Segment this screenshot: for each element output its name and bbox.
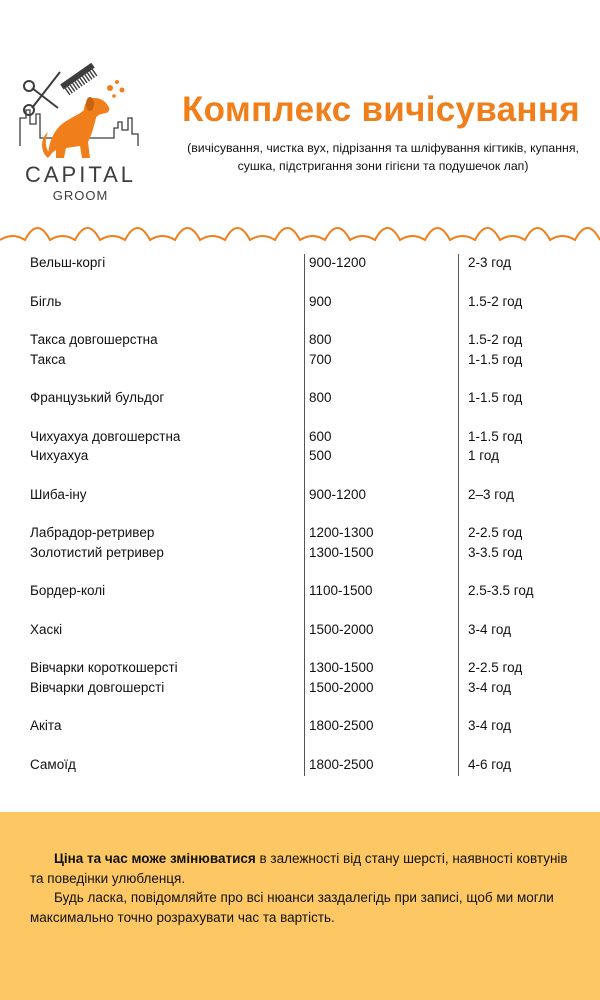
breed-name: Лабрадор-ретривер <box>30 525 155 540</box>
logo-illustration <box>18 58 143 168</box>
breed-name: Такса <box>30 351 66 367</box>
breed-name: Золотистий ретривер <box>30 544 164 560</box>
note-text: в залежності від стану шерсті, наявності ковтунів та поведінки улюбленця. <box>30 851 568 886</box>
breed-name: Такса довгошерстна <box>30 332 158 347</box>
breed-name: Бордер-колі <box>30 583 106 598</box>
scissors-icon <box>24 72 60 115</box>
time-value: 1 год <box>468 448 499 463</box>
logo-wordmark: CAPITAL <box>24 162 137 187</box>
logo-subtitle: GROOM <box>52 188 109 203</box>
price-value: 900-1200 <box>309 486 367 502</box>
logo <box>18 58 143 208</box>
price-value: 500 <box>309 448 332 463</box>
wave-divider <box>0 210 600 250</box>
page-subtitle: (вичісування, чистка вух, підрізання та шліфування кігтиків, купання, сушка, підстригання зони гігієни та подушечок лап) <box>187 141 579 173</box>
comb-icon <box>60 63 99 96</box>
table-row <box>0 620 600 640</box>
price-value: 1500-2000 <box>309 621 374 637</box>
time-value: 2.5-3.5 год <box>468 583 534 598</box>
table-row <box>0 485 600 505</box>
table-row <box>0 350 600 370</box>
price-value: 1300-1500 <box>309 544 374 560</box>
table-row <box>0 388 600 408</box>
breed-name: Бігль <box>30 293 62 309</box>
dog-icon <box>42 97 109 158</box>
time-value: 1-1.5 год <box>468 428 523 444</box>
table-row <box>0 523 600 543</box>
time-value: 4-6 год <box>468 756 511 772</box>
price-table <box>0 253 600 774</box>
time-value: 3-4 год <box>468 718 511 733</box>
price-value: 1100-1500 <box>309 583 373 598</box>
bubbles-icon <box>107 80 125 98</box>
time-value: 1.5-2 год <box>468 293 523 309</box>
price-value: 800 <box>309 332 332 347</box>
time-value: 1-1.5 год <box>468 351 523 367</box>
info-note <box>0 812 600 1000</box>
table-row <box>0 581 600 601</box>
note-paragraph-price <box>30 849 570 888</box>
breed-name: Акіта <box>30 718 62 733</box>
time-value: 1.5-2 год <box>468 332 523 347</box>
price-value: 1800-2500 <box>309 718 374 733</box>
table-row <box>0 292 600 312</box>
time-value: 2-2.5 год <box>468 660 523 675</box>
table-row <box>0 716 600 736</box>
price-value: 900 <box>309 293 332 309</box>
time-value: 3-4 год <box>468 679 511 695</box>
table-row <box>0 543 600 563</box>
breed-name: Самоїд <box>30 756 76 772</box>
time-value: 3-3.5 год <box>468 544 523 560</box>
time-value: 2–3 год <box>468 486 514 502</box>
breed-name: Чихуахуа <box>30 448 89 463</box>
breed-name: Вельш-коргі <box>30 255 106 270</box>
page-title: Комплекс вичісування <box>182 90 581 129</box>
price-value: 700 <box>309 351 332 367</box>
note-emphasis: Ціна та час може змінюватися <box>54 851 256 866</box>
table-row <box>0 755 600 775</box>
breed-name: Чихуахуа довгошерстна <box>30 428 181 444</box>
breed-name: Шиба-іну <box>30 486 87 502</box>
price-value: 1500-2000 <box>309 679 374 695</box>
breed-name: Вівчарки довгошерсті <box>30 679 165 695</box>
breed-name: Французький бульдог <box>30 390 165 405</box>
price-value: 800 <box>309 390 332 405</box>
table-row <box>0 330 600 350</box>
price-value: 900-1200 <box>309 255 367 270</box>
table-row <box>0 446 600 466</box>
table-row <box>0 658 600 678</box>
table-row <box>0 678 600 698</box>
time-value: 2-3 год <box>468 255 511 270</box>
note-text: Будь ласка, повідомляйте про всі нюанси заздалегідь при записі, щоб ми могли максимально точно розрахувати час та вартість. <box>30 890 554 925</box>
breed-name: Вівчарки короткошерсті <box>30 660 178 675</box>
breed-name: Хаскі <box>30 621 63 637</box>
note-paragraph-request <box>30 888 570 927</box>
price-value: 1800-2500 <box>309 756 374 772</box>
time-value: 2-2.5 год <box>468 525 523 540</box>
price-value: 600 <box>309 428 332 444</box>
table-row <box>0 427 600 447</box>
table-row <box>0 253 600 273</box>
time-value: 1-1.5 год <box>468 390 523 405</box>
price-value: 1200-1300 <box>309 525 374 540</box>
time-value: 3-4 год <box>468 621 511 637</box>
price-value: 1300-1500 <box>309 660 374 675</box>
